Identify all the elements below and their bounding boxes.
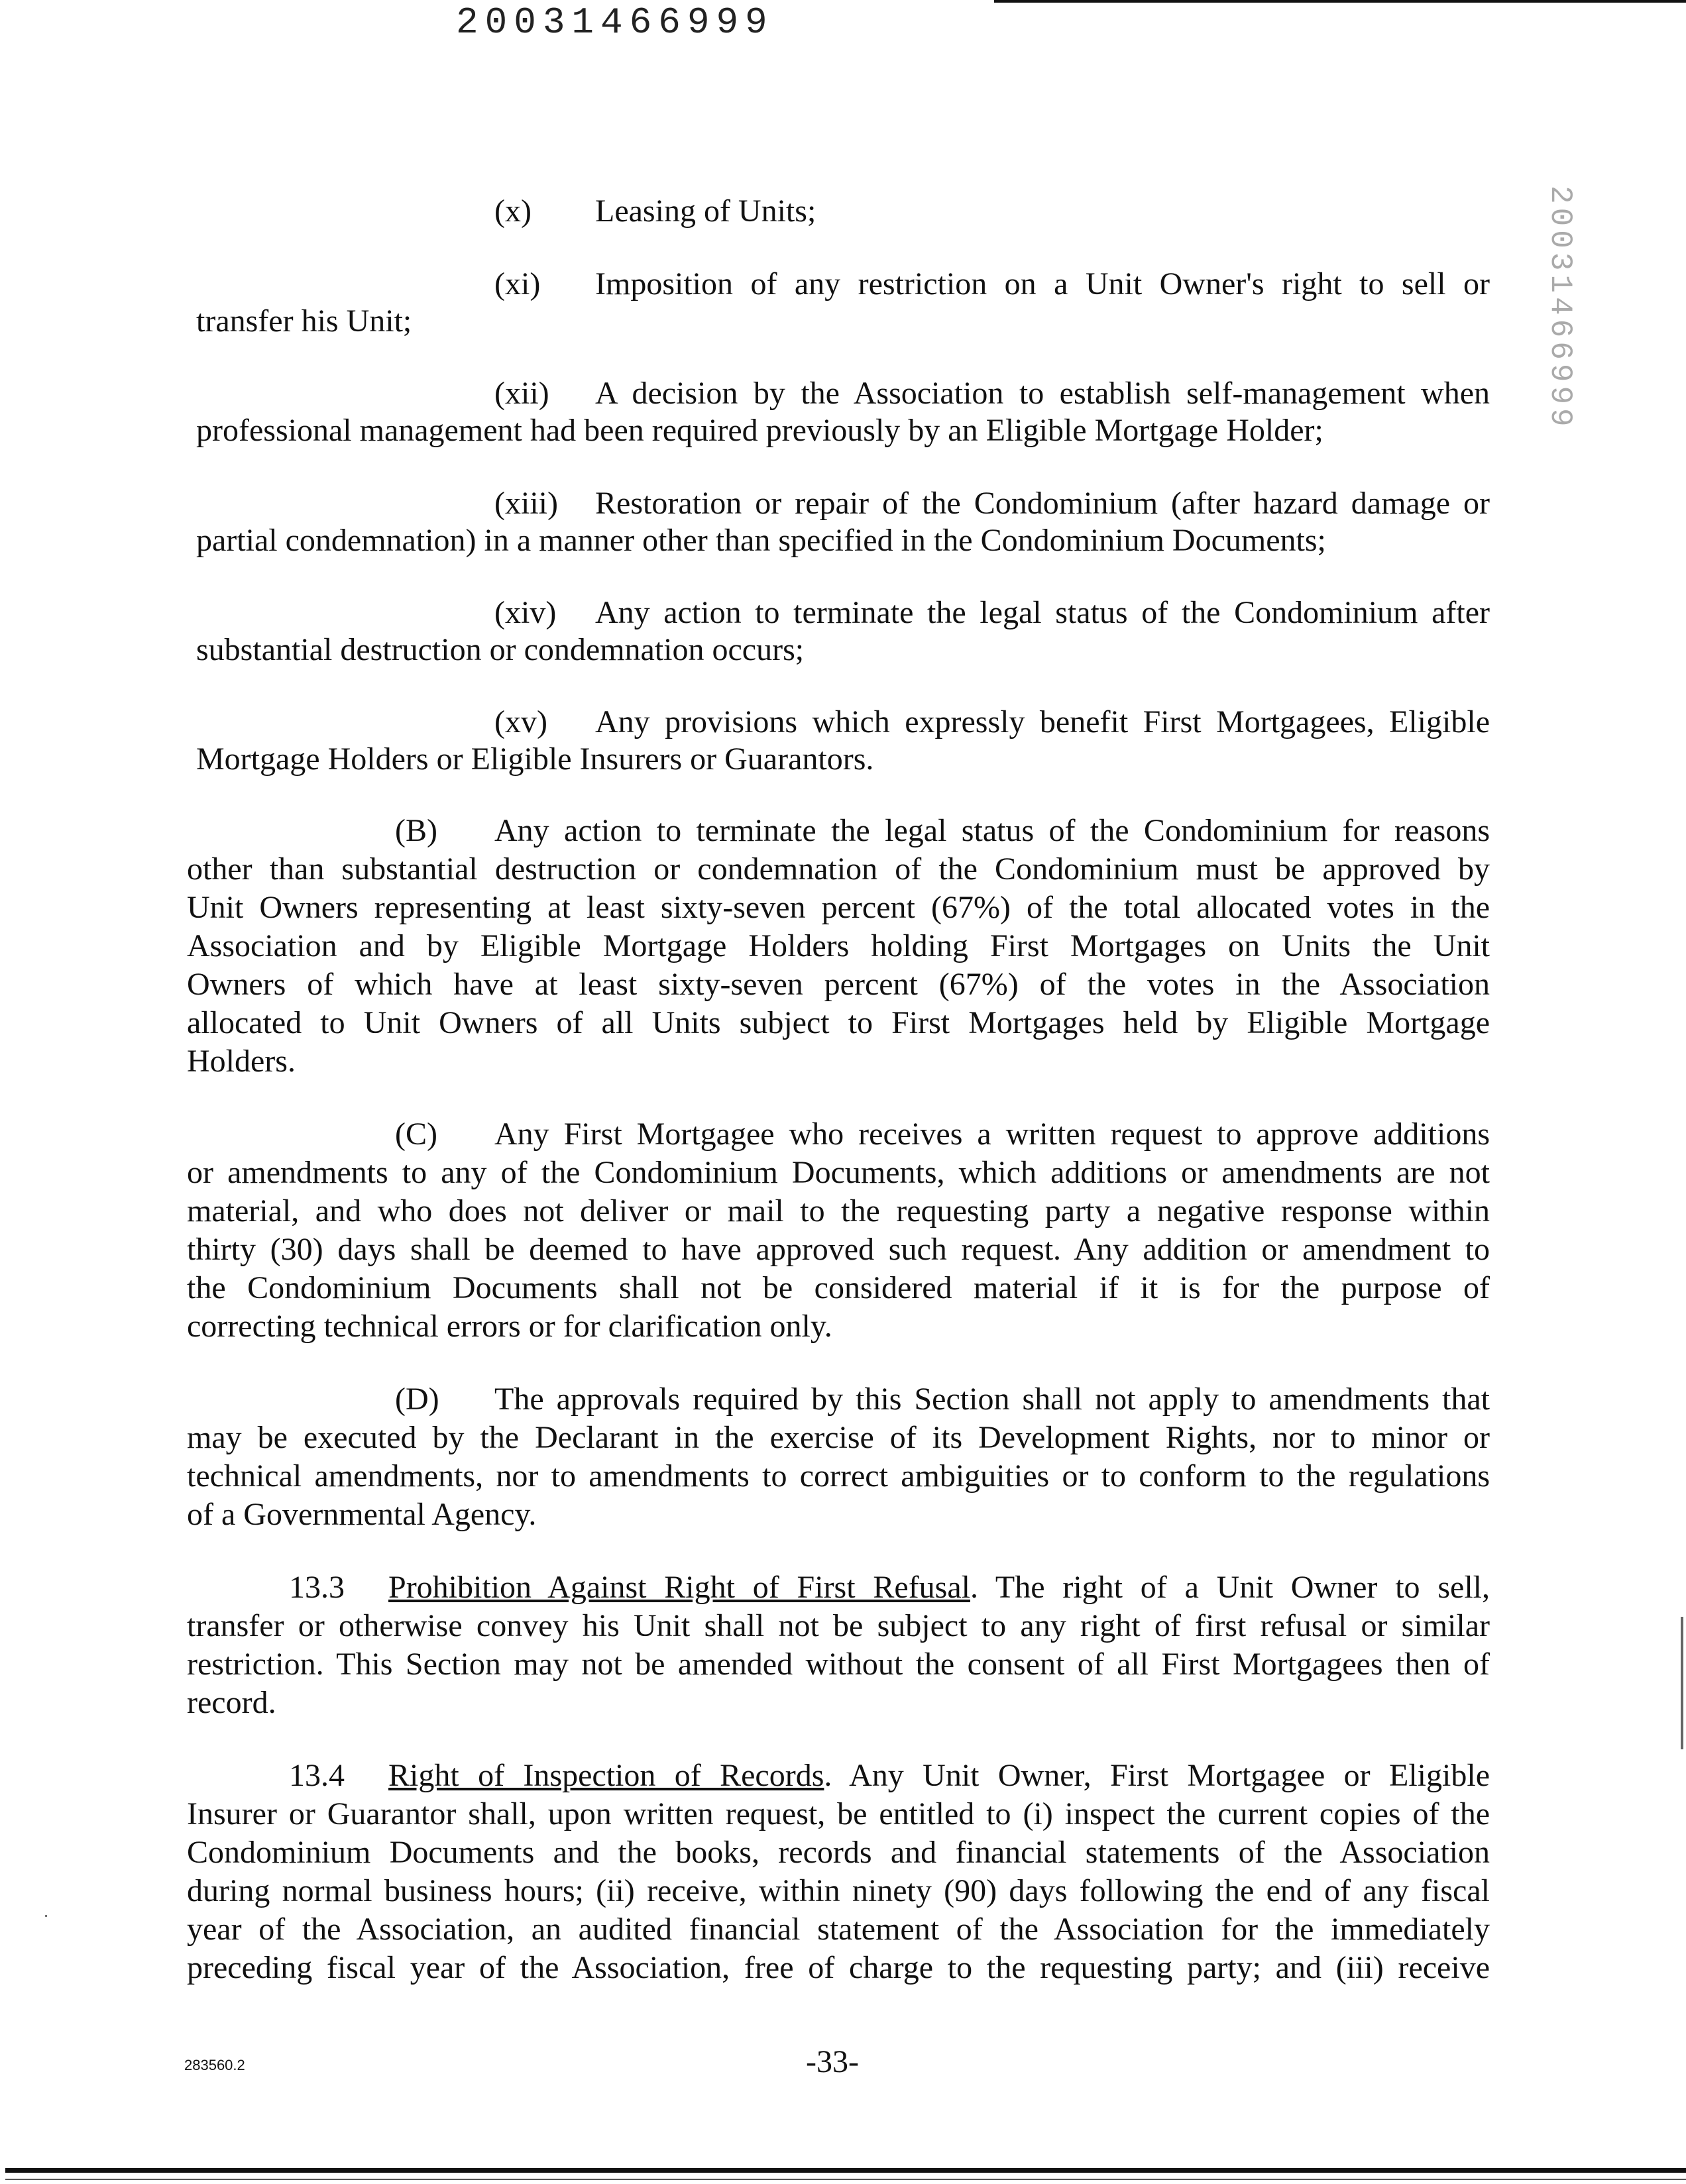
para-c-line: correcting technical errors or for clarification only. — [187, 1309, 832, 1344]
footer-doc-id: 283560.2 — [184, 2057, 245, 2073]
para-c-line: or amendments to any of the Condominium Documents, which additions or amendments are not — [187, 1155, 1490, 1190]
section-13-4-number: 13.4 — [289, 1758, 345, 1793]
section-13-4-line: Insurer or Guarantor shall, upon written request, be entitled to (i) inspect the current copies of the — [187, 1796, 1490, 1831]
section-13-4-first-line-rest: . Any Unit Owner, First Mortgagee or Eligible — [824, 1758, 1490, 1793]
para-c-line: thirty (30) days shall be deemed to have approved such request. Any addition or amendment to — [187, 1232, 1490, 1267]
item-xi-label: (xi) — [494, 266, 541, 301]
page-number: -33- — [806, 2044, 859, 2079]
section-13-4-heading: Right of Inspection of Records — [388, 1758, 824, 1793]
para-b-line: allocated to Unit Owners of all Units subject to First Mortgages held by Eligible Mortgage — [187, 1005, 1490, 1040]
para-c-line: the Condominium Documents shall not be considered material if it is for the purpose of — [187, 1270, 1490, 1305]
item-x-label: (x) — [494, 193, 532, 229]
para-d-line: The approvals required by this Section shall not apply to amendments that — [494, 1382, 1490, 1417]
para-b-line: Owners of which have at least sixty-seven percent (67%) of the votes in the Association — [187, 967, 1490, 1002]
para-d-label: (D) — [395, 1382, 439, 1417]
bottom-rule-thin — [5, 2179, 1686, 2180]
section-13-3-first-line — [388, 1568, 1490, 1607]
scan-speck — [45, 1915, 47, 1917]
para-b-label: (B) — [395, 813, 437, 848]
item-xiv-label: (xiv) — [494, 595, 557, 630]
para-c-label: (C) — [395, 1117, 437, 1152]
para-c-line: Any First Mortgagee who receives a written request to approve additions — [494, 1117, 1490, 1152]
top-rule — [994, 0, 1686, 3]
para-b-line: Holders. — [187, 1044, 296, 1079]
section-13-4-line: Condominium Documents and the books, records and financial statements of the Association — [187, 1835, 1490, 1870]
item-xii-cont: professional management had been required previously by an Eligible Mortgage Holder; — [196, 413, 1323, 448]
section-13-3-first-line-rest: . The right of a Unit Owner to sell, — [970, 1570, 1490, 1605]
bottom-rule — [5, 2168, 1686, 2173]
section-13-4-first-line — [388, 1757, 1490, 1795]
item-xv-text: Any provisions which expressly benefit First Mortgagees, Eligible — [595, 704, 1490, 739]
section-13-3-number: 13.3 — [289, 1570, 345, 1605]
item-xi-text: Imposition of any restriction on a Unit Owner's right to sell or — [595, 266, 1490, 301]
section-13-4-line: year of the Association, an audited financial statement of the Association for the immediately — [187, 1912, 1490, 1947]
item-x-text: Leasing of Units; — [595, 193, 816, 229]
item-xiii-cont: partial condemnation) in a manner other than specified in the Condominium Documents; — [196, 523, 1326, 558]
item-xi-cont: transfer his Unit; — [196, 303, 412, 339]
section-13-3-heading: Prohibition Against Right of First Refusal — [388, 1570, 970, 1605]
section-13-3-line: transfer or otherwise convey his Unit shall not be subject to any right of first refusal or similar — [187, 1608, 1490, 1643]
para-b-line: Association and by Eligible Mortgage Holders holding First Mortgages on Units the Unit — [187, 928, 1490, 963]
item-xv-cont: Mortgage Holders or Eligible Insurers or Guarantors. — [196, 741, 874, 777]
para-d-line: of a Governmental Agency. — [187, 1497, 537, 1532]
para-b-line: Unit Owners representing at least sixty-seven percent (67%) of the total allocated votes in the — [187, 890, 1490, 925]
section-13-4-line: during normal business hours; (ii) receive, within ninety (90) days following the end of any fiscal — [187, 1873, 1490, 1908]
item-xiv-text: Any action to terminate the legal status of the Condominium after — [595, 595, 1490, 630]
para-b-line: Any action to terminate the legal status of the Condominium for reasons — [494, 813, 1490, 848]
item-xiii-text: Restoration or repair of the Condominium (after hazard damage or — [595, 486, 1490, 521]
section-13-3-line: record. — [187, 1685, 276, 1720]
side-stamp: 20031466999 — [1543, 186, 1577, 431]
para-b-line: other than substantial destruction or condemnation of the Condominium must be approved by — [187, 851, 1490, 887]
item-xii-label: (xii) — [494, 376, 549, 411]
section-13-4-line: preceding fiscal year of the Association, free of charge to the requesting party; and (iii) receive — [187, 1950, 1490, 1985]
item-xiii-label: (xiii) — [494, 486, 558, 521]
para-c-line: material, and who does not deliver or mail to the requesting party a negative response within — [187, 1193, 1490, 1228]
scan-edge-mark — [1681, 1617, 1683, 1749]
item-xii-text: A decision by the Association to establish self-management when — [595, 376, 1490, 411]
item-xiv-cont: substantial destruction or condemnation occurs; — [196, 632, 805, 667]
item-xv-label: (xv) — [494, 704, 547, 739]
para-d-line: technical amendments, nor to amendments to correct ambiguities or to conform to the regulations — [187, 1458, 1490, 1494]
para-d-line: may be executed by the Declarant in the exercise of its Development Rights, nor to minor or — [187, 1420, 1490, 1455]
section-13-3-line: restriction. This Section may not be amended without the consent of all First Mortgagees then of — [187, 1647, 1490, 1682]
document-number: 20031466999 — [456, 1, 774, 44]
